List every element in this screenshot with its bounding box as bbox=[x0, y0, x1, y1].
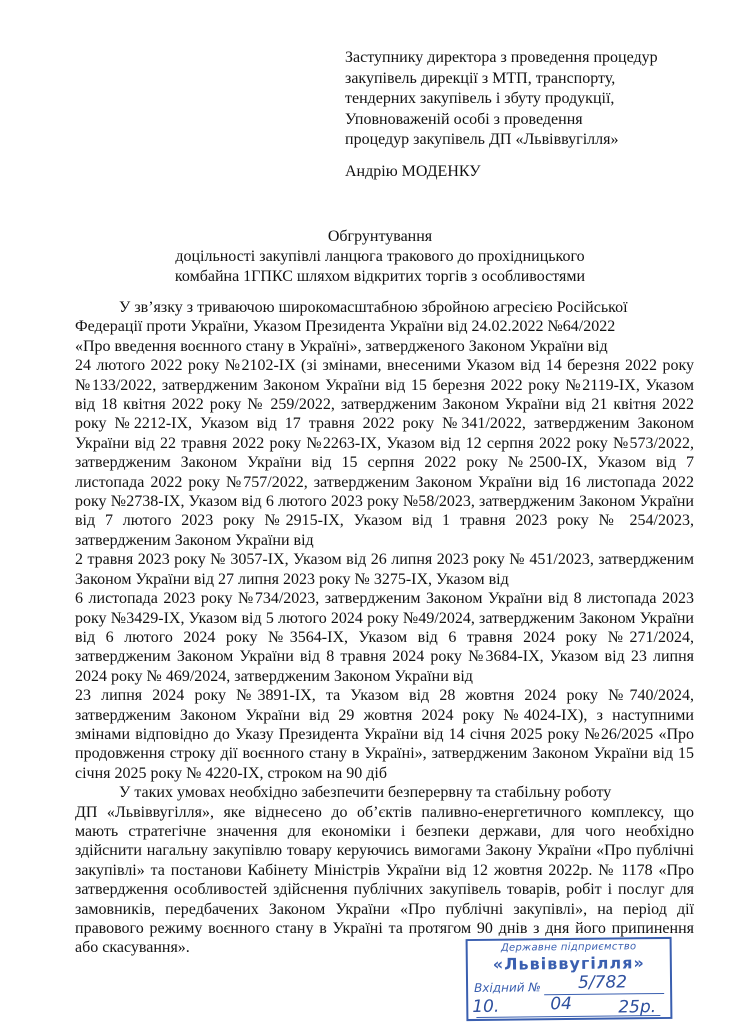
stamp-date-day: 10. bbox=[472, 996, 500, 1018]
paragraph-line: У зв’язку з триваючою широкомасштабною збройною агресією Російської bbox=[119, 299, 628, 316]
paragraph-text: 24 лютого 2022 року №2102-IX (зі змінами, внесеними Указом від 14 березня 2022 року №133/2022, затвердженим Законом України від 15 березня 2022 року №2119-IX, Указом від 18 квітня 2022 року № 259/2022, затвердженим Законом України від 21 квітня 2022 року №2212-IX, Указом від 17 травня 2022 року №341/2022, затвердженим Законом України від 22 травня 2022 року №2263-IX, Указом від 12 серпня 2022 року №573/2022, затвердженим Законом України від 15 серпня 2022 року №2500-IX, Указом від 7 листопада 2022 року №757/2022, затвердженим Законом України від 16 листопада 2022 року №2738-IX, Указом від 6 лютого 2023 року №58/2023, затвердженим Законом України від 7 лютого 2023 року №2915-IX, Указом від 1 травня 2023 року № 254/2023, затвердженим Законом України від bbox=[75, 357, 694, 549]
document-body bbox=[75, 298, 694, 958]
paragraph-line: «Про введення воєнного стану в Україні», затвердженого Законом України від bbox=[75, 337, 608, 355]
paragraph-line: У таких умовах необхідно забезпечити безперервну та стабільну роботу bbox=[119, 784, 612, 802]
addressee-name: Андрію МОДЕНКУ bbox=[345, 162, 481, 180]
paragraph-text: 2 травня 2023 року № 3057-IX, Указом від 26 липня 2023 року № 451/2023, затвердженим Законом України від 27 липня 2023 року № 3275-IX, Указом від bbox=[75, 551, 694, 588]
title-heading: Обгрунтування bbox=[327, 228, 433, 245]
registration-stamp bbox=[466, 937, 673, 1021]
addressee-block bbox=[345, 48, 705, 182]
addressee-line: тендерних закупівель і збуту продукції, bbox=[345, 90, 615, 107]
paragraph-text: 23 липня 2024 року №3891-IX, та Указом від 28 жовтня 2024 року №740/2024, затвердженим Законом України від 29 жовтня 2024 року №4024-IX), з наступними змінами відповідно до Указу Президента України від 14 січня 2025 року №26/2025 «Про продовження строку дії воєнного стану в Україні», затвердженим Законом України від 15 січня 2025 року № 4220-IX, строком на 90 діб bbox=[75, 687, 694, 782]
stamp-date-suffix: р. bbox=[639, 997, 657, 1018]
paragraph-text: 6 листопада 2023 року №734/2023, затвердженим Законом України від 8 листопада 2023 року №3429-IX, Указом від 5 лютого 2024 року №49/2024, затвердженим Законом України від 6 лютого 2024 року №3564-IX, Указом від 6 травня 2024 року №271/2024, затвердженим Законом України від 8 травня 2024 року №3684-IX, Указом від 23 липня 2024 року № 469/2024, затвердженим Законом України від bbox=[75, 590, 694, 685]
document-title bbox=[100, 227, 660, 287]
addressee-line: процедур закупівель ДП «Львіввугілля» bbox=[345, 131, 619, 148]
addressee-line: Уповноваженій особі з проведення bbox=[345, 110, 583, 128]
stamp-org-name: «Львіввугілля» bbox=[492, 953, 645, 974]
stamp-date-month: 04 bbox=[550, 993, 573, 1015]
addressee-line: закупівель дирекції з МТП, транспорту, bbox=[345, 69, 616, 87]
stamp-incoming-number: 5/782 bbox=[577, 972, 628, 993]
title-line: комбайна 1ГПКС шляхом відкритих торгів з особливостями bbox=[174, 268, 586, 285]
stamp-date-year-value: 25 bbox=[618, 997, 641, 1018]
paragraph-line: Федерації проти України, Указом Президента України від 24.02.2022 №64/2022 bbox=[75, 318, 616, 336]
stamp-top-text: Державне підприємство bbox=[500, 941, 637, 954]
title-line: доцільності закупівлі ланцюга тракового до прохідницького bbox=[175, 248, 585, 265]
stamp-incoming-label: Вхідний № bbox=[474, 980, 541, 995]
addressee-line: Заступнику директора з проведення процедур bbox=[345, 49, 658, 66]
paragraph-text: ДП «Львіввугілля», яке віднесено до об’єктів паливно-енергетичного комплексу, що мають стратегічне значення для економіки і безпеки держави, для чого необхідно здійснити нагальну закупівлю товару керуючись вимогами Закону України «Про публічні закупівлі» та постанови Кабінету Міністрів України від 12 жовтня 2022р. № 1178 «Про затвердження особливостей здійснення публічних закупівель товарів, робіт і послуг для замовників, передбачених Законом України «Про публічні закупівлі», на період дії правового режиму воєнного стану в Україні та протягом 90 днів з дня його припинення або скасування». bbox=[75, 803, 694, 957]
